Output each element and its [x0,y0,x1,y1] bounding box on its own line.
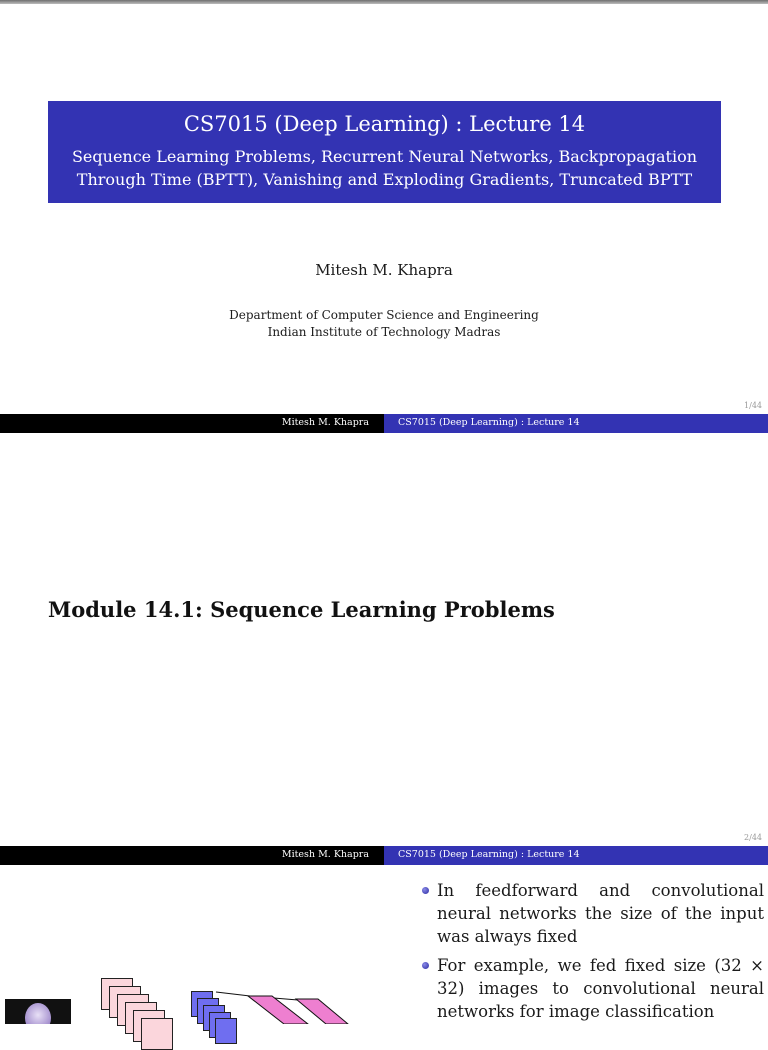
footer-author: Mitesh M. Khapra [281,417,369,428]
top-rule [0,0,768,4]
title-block [48,101,721,203]
institute-block [0,307,768,341]
bullet-item [420,879,764,948]
feature-map [141,1018,173,1050]
lecture-subtitle [48,145,721,191]
flower-image [5,999,71,1024]
footer-right [384,414,768,433]
bullet-text: For example, we fed fixed size (32 × 32) images to convolutional neural networks for image classification [437,956,764,1021]
department: Department of Computer Science and Engineering [229,308,539,322]
footer-lecture: CS7015 (Deep Learning) : Lecture 14 [398,849,580,860]
bullet-icon [422,962,429,969]
bullet-list [420,879,764,1029]
flower-petal [25,1003,51,1024]
footer-author: Mitesh M. Khapra [281,849,369,860]
connector-line [216,992,250,996]
page-number: 2/44 [744,833,762,842]
subtitle-line: Through Time (BPTT), Vanishing and Exploding Gradients, Truncated BPTT [76,170,693,189]
dense-layers-icon [212,990,352,1024]
bullet-text: In feedforward and convolutional neural networks the size of the input was always fixed [437,881,764,946]
footer-right [384,846,768,865]
lecture-title: CS7015 (Deep Learning) : Lecture 14 [183,112,586,136]
footer-bar [0,414,768,433]
author-name: Mitesh M. Khapra [315,261,453,279]
institute: Indian Institute of Technology Madras [267,325,501,339]
subtitle-line: Sequence Learning Problems, Recurrent Neural Networks, Backpropagation [71,147,698,166]
footer-bar [0,846,768,865]
footer-lecture: CS7015 (Deep Learning) : Lecture 14 [398,417,580,428]
footer-left [0,846,384,865]
page-number: 1/44 [744,401,762,410]
module-title: Module 14.1: Sequence Learning Problems [48,597,555,622]
footer-left [0,414,384,433]
bullet-item [420,954,764,1023]
bullet-icon [422,887,429,894]
